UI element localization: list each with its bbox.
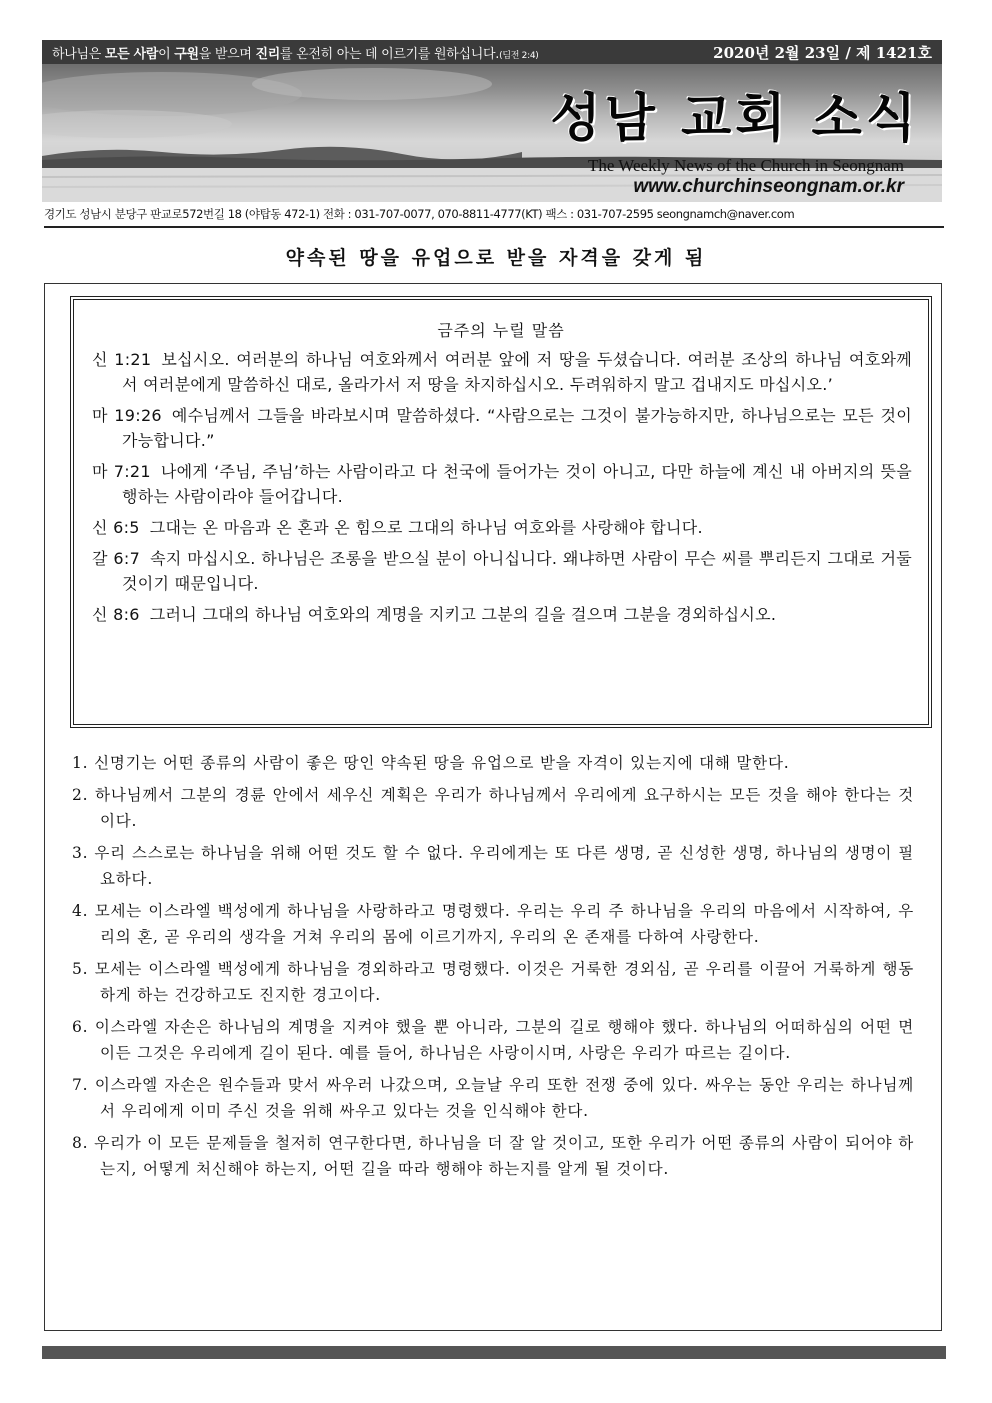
headline: 약속된 땅을 유업으로 받을 자격을 갖게 됨 (285, 247, 707, 269)
motto-reference: (딤전 2:4) (499, 50, 539, 61)
verse-item (92, 403, 912, 453)
motto-segment: 이 (158, 46, 175, 62)
header-top-bar (42, 40, 942, 64)
newsletter-subtitle: The Weekly News of the Church in Seongnam (587, 156, 904, 175)
outline-point: 3. 우리 스스로는 하나님을 위해 어떤 것도 할 수 없다. 우리에게는 또 다른 생명, 곧 신성한 생명, 하나님의 생명이 필요하다. (72, 844, 914, 888)
contact-address: 경기도 성남시 분당구 판교로572번길 18 (야탑동 472-1) 전화 : 031-707-0077, 070-8811-4777(KT) 팩스 : 031-707-2595 seongnamch@naver.com (44, 204, 944, 228)
motto-segment: 구원 (174, 46, 199, 62)
outline-point: 2. 하나님께서 그분의 경륜 안에서 세우신 계획은 우리가 하나님께서 우리에게 요구하시는 모든 것을 해야 한다는 것이다. (72, 786, 914, 830)
outline-point: 5. 모세는 이스라엘 백성에게 하나님을 경외하라고 명령했다. 이것은 거룩한 경외심, 곧 우리를 이끌어 거룩하게 행동하게 하는 건강하고도 진지한 경고이다. (72, 960, 914, 1004)
verse-reference: 신 8:6 (92, 605, 140, 624)
newsletter-title: 성남 교회 소식 (550, 89, 920, 149)
header-banner (42, 64, 942, 202)
motto-segment: 모든 사람 (104, 46, 159, 62)
verse-item (92, 459, 912, 509)
verse-reference: 마 7:21 (92, 462, 151, 481)
outline-points (72, 750, 914, 1188)
verse-reference: 마 19:26 (92, 406, 162, 425)
outline-point: 4. 모세는 이스라엘 백성에게 하나님을 사랑하라고 명령했다. 우리는 우리 주 하나님을 우리의 마음에서 시작하여, 우리의 혼, 곧 우리의 생각을 거쳐 우리의 몸에 이르기까지, 우리의 온 존재를 다하여 사랑한다. (72, 902, 914, 946)
verse-text: 속지 마십시오. 하나님은 조롱을 받으실 분이 아니십니다. 왜냐하면 사람이 무슨 씨를 뿌리든지 그대로 거둘 것이기 때문입니다. (122, 549, 912, 593)
footer-bar (42, 1346, 946, 1359)
verse-item (92, 347, 912, 397)
verse-text: 예수님께서 그들을 바라보시며 말씀하셨다. “사람으로는 그것이 불가능하지만, 하나님으로는 모든 것이 가능합니다.” (122, 406, 912, 450)
motto-segment: 을 받으며 (198, 46, 256, 62)
verse-reference: 갈 6:7 (92, 549, 141, 568)
verses-title: 금주의 누릴 말씀 (437, 321, 565, 340)
verse-item (92, 515, 912, 540)
verse-text: 그대는 온 마음과 온 혼과 온 힘으로 그대의 하나님 여호와를 사랑해야 합니다. (149, 518, 703, 537)
verses-box (70, 296, 932, 728)
website-link[interactable]: www.churchinseongnam.or.kr (633, 176, 904, 197)
verse-reference: 신 1:21 (92, 350, 152, 369)
verse-list (74, 347, 928, 627)
issue-date: 2020년 2월 23일 / 제 1421호 (713, 43, 932, 62)
outline-point: 7. 이스라엘 자손은 원수들과 맞서 싸우러 나갔으며, 오늘날 우리 또한 전쟁 중에 있다. 싸우는 동안 우리는 하나님께서 우리에게 이미 주신 것을 위해 싸우고 있다는 것을 인식해야 한다. (72, 1076, 914, 1120)
verse-item (92, 546, 912, 596)
outline-point: 6. 이스라엘 자손은 하나님의 계명을 지켜야 했을 뿐 아니라, 그분의 길로 행해야 했다. 하나님의 어떠하심의 어떤 면이든 그것은 우리에게 길이 된다. 예를 들어, 하나님은 사랑이시며, 사랑은 우리가 따르는 길이다. (72, 1018, 914, 1062)
verse-item (92, 602, 912, 627)
motto-segment: 진리 (255, 46, 280, 62)
verse-text: 나에게 ‘주님, 주님’하는 사람이라고 다 천국에 들어가는 것이 아니고, 다만 하늘에 계신 내 아버지의 뜻을 행하는 사람이라야 들어갑니다. (122, 462, 912, 506)
motto (52, 43, 538, 62)
verse-text: 그러니 그대의 하나님 여호와의 계명을 지키고 그분의 길을 걸으며 그분을 경외하십시오. (149, 605, 777, 624)
motto-text (52, 47, 499, 62)
outline-point: 1. 신명기는 어떤 종류의 사람이 좋은 땅인 약속된 땅을 유업으로 받을 자격이 있는지에 대해 말한다. (72, 754, 790, 772)
verse-text: 보십시오. 여러분의 하나님 여호와께서 여러분 앞에 저 땅을 두셨습니다. 여러분 조상의 하나님 여호와께서 여러분에게 말씀하신 대로, 올라가서 저 땅을 차지하십시오. 두려워하지 말고 겁내지도 마십시오.’ (122, 350, 913, 394)
motto-segment: 하나님은 (52, 46, 105, 62)
verse-reference: 신 6:5 (92, 518, 140, 537)
motto-segment: 를 온전히 아는 데 이르기를 원하십니다. (280, 46, 500, 62)
outline-point: 8. 우리가 이 모든 문제들을 철저히 연구한다면, 하나님을 더 잘 알 것이고, 또한 우리가 어떤 종류의 사람이 되어야 하는지, 어떻게 처신해야 하는지, 어떤 길을 따라 행해야 하는지를 알게 될 것이다. (72, 1134, 914, 1178)
